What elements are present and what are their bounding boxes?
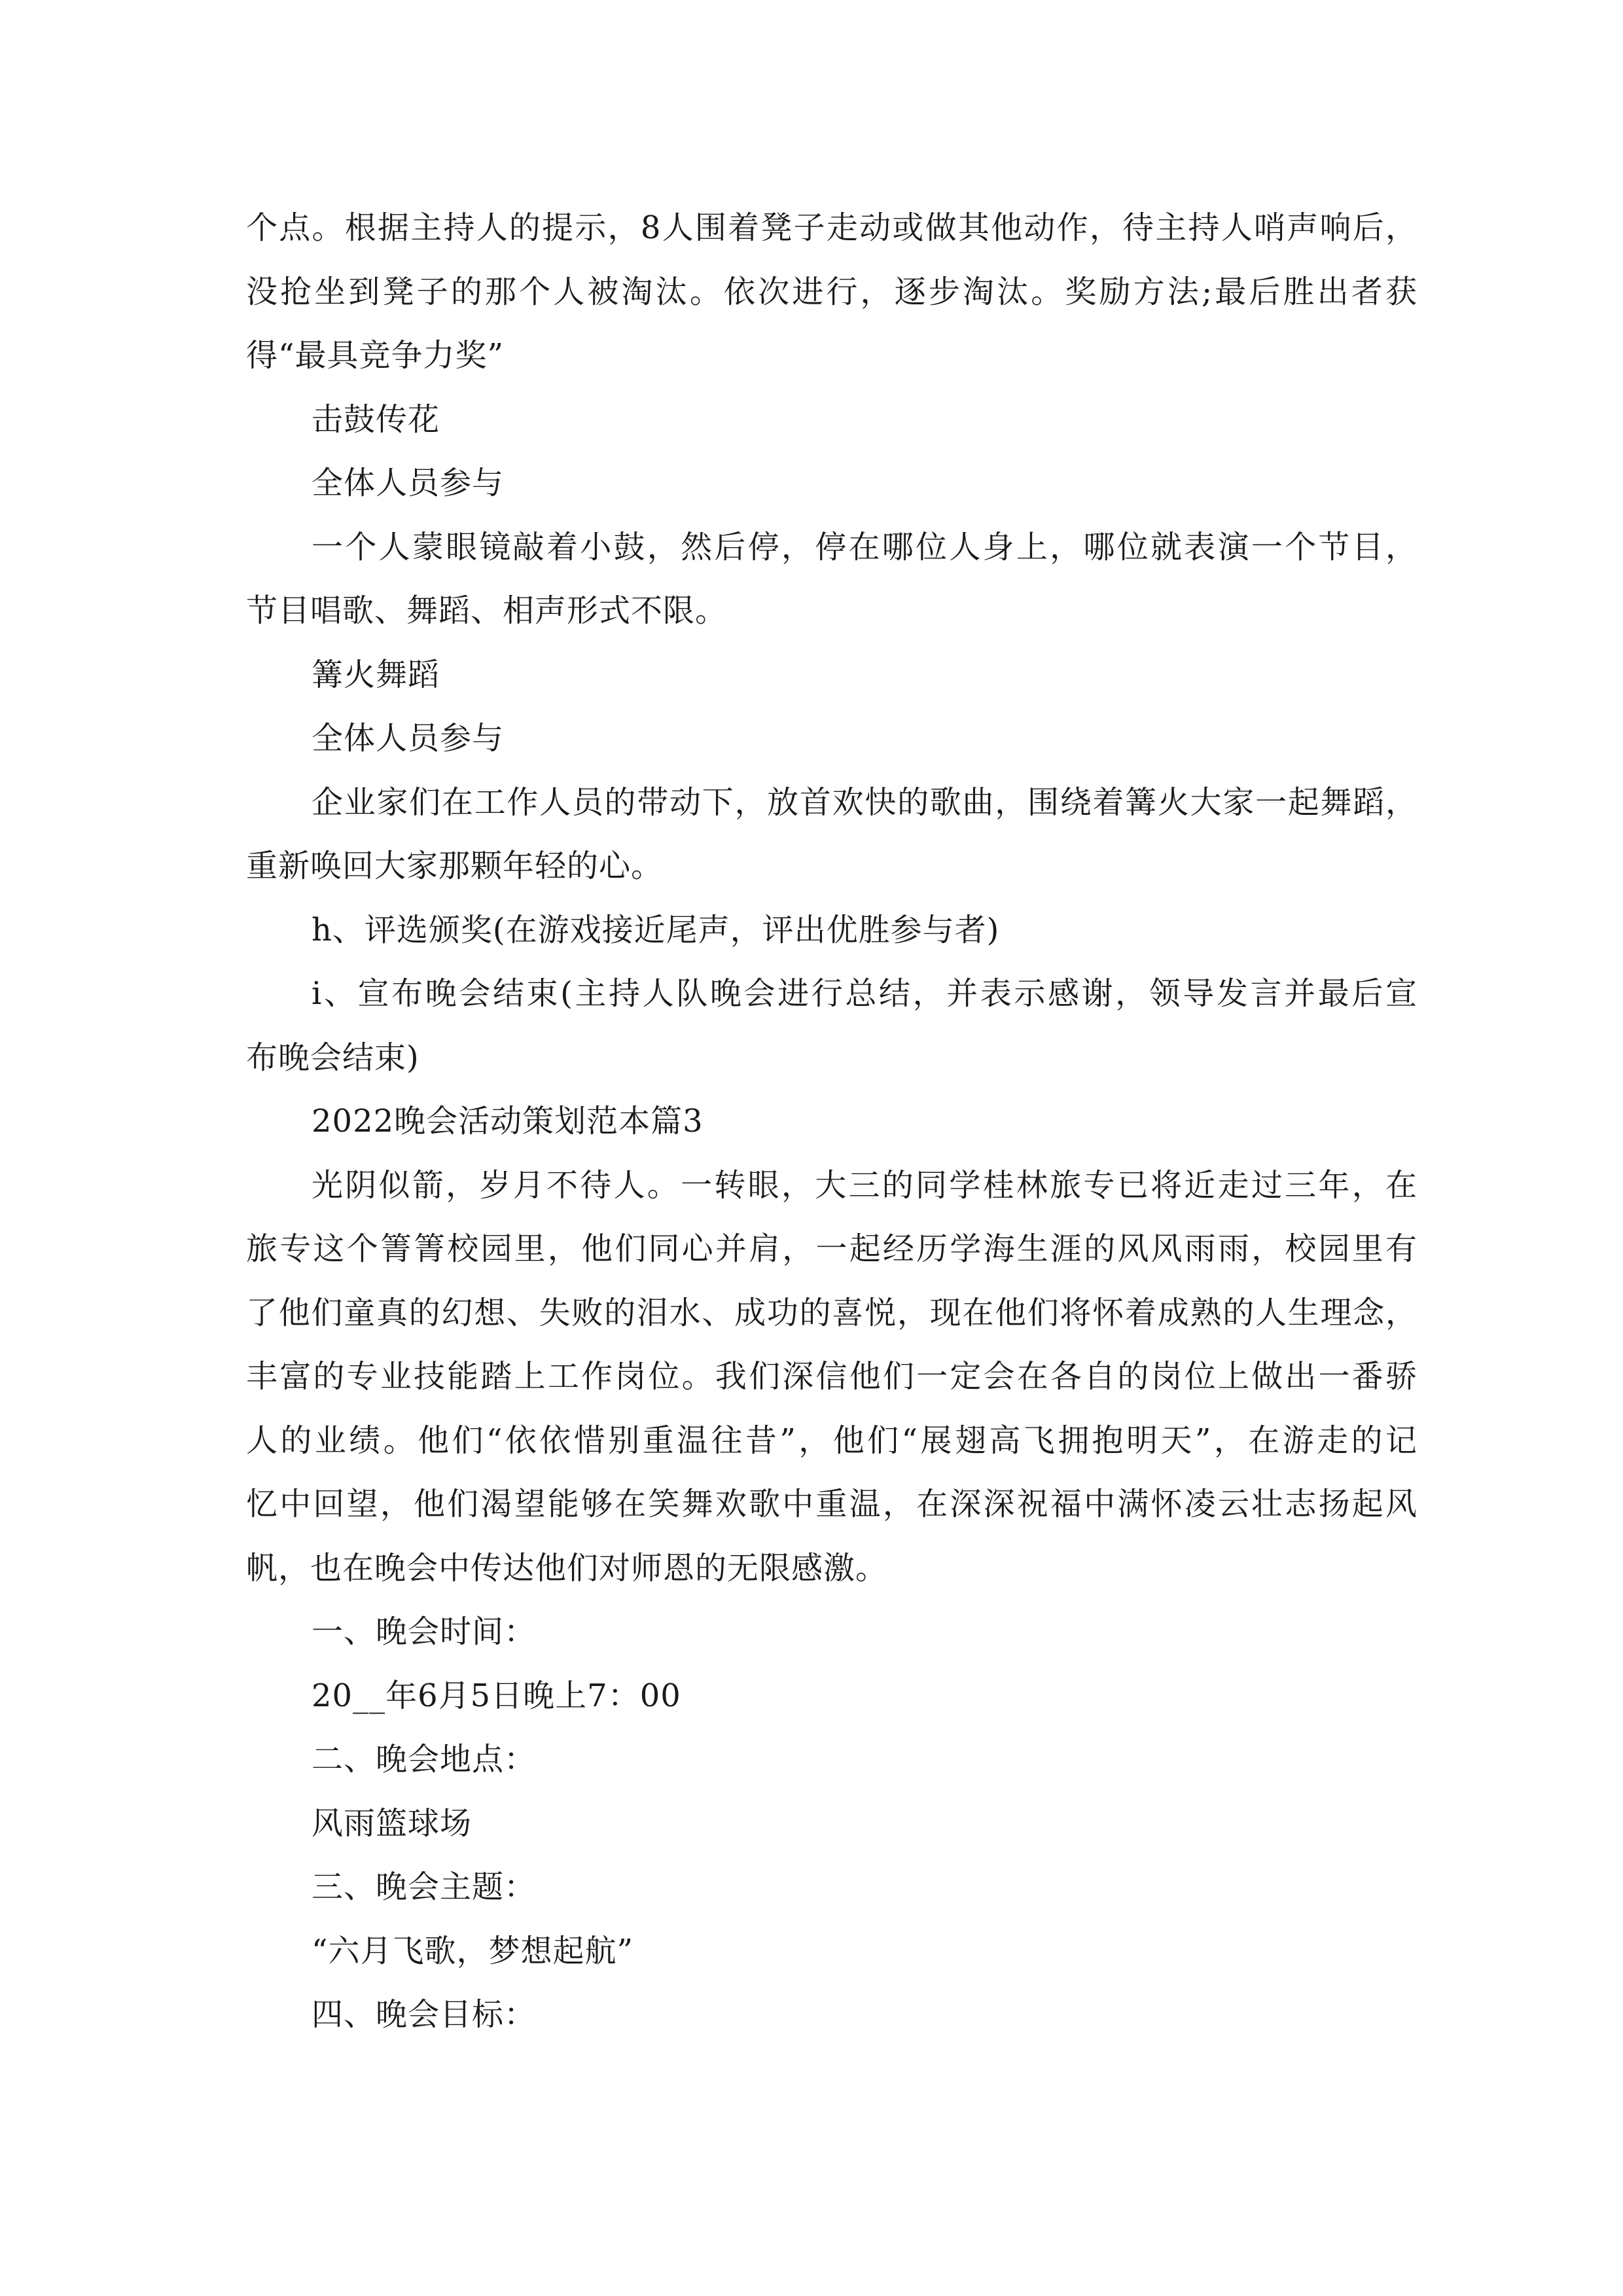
text-line: 丰富的专业技能踏上工作岗位。我们深信他们一定会在各自的岗位上做出一番骄 [246, 1358, 1418, 1395]
section-heading: 三、晚会主题： [312, 1869, 537, 1905]
text-line: 个点。根据主持人的提示，8人围着凳子走动或做其他动作，待主持人哨声响后， [246, 209, 1418, 246]
text-line: 没抢坐到凳子的那个人被淘汰。依次进行，逐步淘汰。奖励方法;最后胜出者获 [246, 273, 1418, 310]
text-line: h、评选颁奖(在游戏接近尾声，评出优胜参与者) [312, 911, 1000, 948]
section-heading: 击鼓传花 [312, 401, 440, 438]
text-line: 重新唤回大家那颗年轻的心。 [246, 848, 664, 884]
text-line: 全体人员参与 [312, 465, 505, 501]
text-line: 20__年6月5日晚上7：00 [312, 1677, 681, 1714]
text-line: 风雨篮球场 [312, 1804, 473, 1842]
text-line: 企业家们在工作人员的带动下，放首欢快的歌曲，围绕着篝火大家一起舞蹈， [312, 783, 1418, 821]
text-line: 人的业绩。他们“依依惜别重温往昔”，他们“展翅高飞拥抱明天”，在游走的记 [246, 1422, 1418, 1459]
text-line: 布晚会结束) [246, 1039, 419, 1076]
text-line: 一个人蒙眼镜敲着小鼓，然后停，停在哪位人身上，哪位就表演一个节目， [312, 528, 1418, 565]
section-title: 2022晚会活动策划范本篇3 [312, 1103, 704, 1139]
text-line: 全体人员参与 [312, 720, 505, 757]
section-heading: 四、晚会目标： [312, 1996, 537, 2033]
text-line: i、宣布晚会结束(主持人队晚会进行总结，并表示感谢，领导发言并最后宣 [312, 975, 1418, 1012]
section-heading: 篝火舞蹈 [312, 656, 440, 693]
text-line: 忆中回望，他们渴望能够在笑舞欢歌中重温，在深深祝福中满怀凌云壮志扬起风 [246, 1486, 1418, 1522]
section-heading: 二、晚会地点： [312, 1741, 537, 1778]
document-body [246, 196, 1418, 2047]
text-line: 节目唱歌、舞蹈、相声形式不限。 [246, 592, 728, 629]
text-line: “六月飞歌，梦想起航” [312, 1932, 634, 1969]
text-line: 帆，也在晚会中传达他们对师恩的无限感激。 [246, 1549, 888, 1587]
text-line: 得“最具竞争力奖” [246, 337, 505, 374]
text-line: 了他们童真的幻想、失败的泪水、成功的喜悦，现在他们将怀着成熟的人生理念， [246, 1294, 1418, 1331]
text-line: 旅专这个箐箐校园里，他们同心并肩，一起经历学海生涯的风风雨雨，校园里有 [246, 1230, 1418, 1267]
section-heading: 一、晚会时间： [312, 1613, 537, 1650]
text-line: 光阴似箭，岁月不待人。一转眼，大三的同学桂林旅专已将近走过三年，在 [312, 1166, 1418, 1204]
